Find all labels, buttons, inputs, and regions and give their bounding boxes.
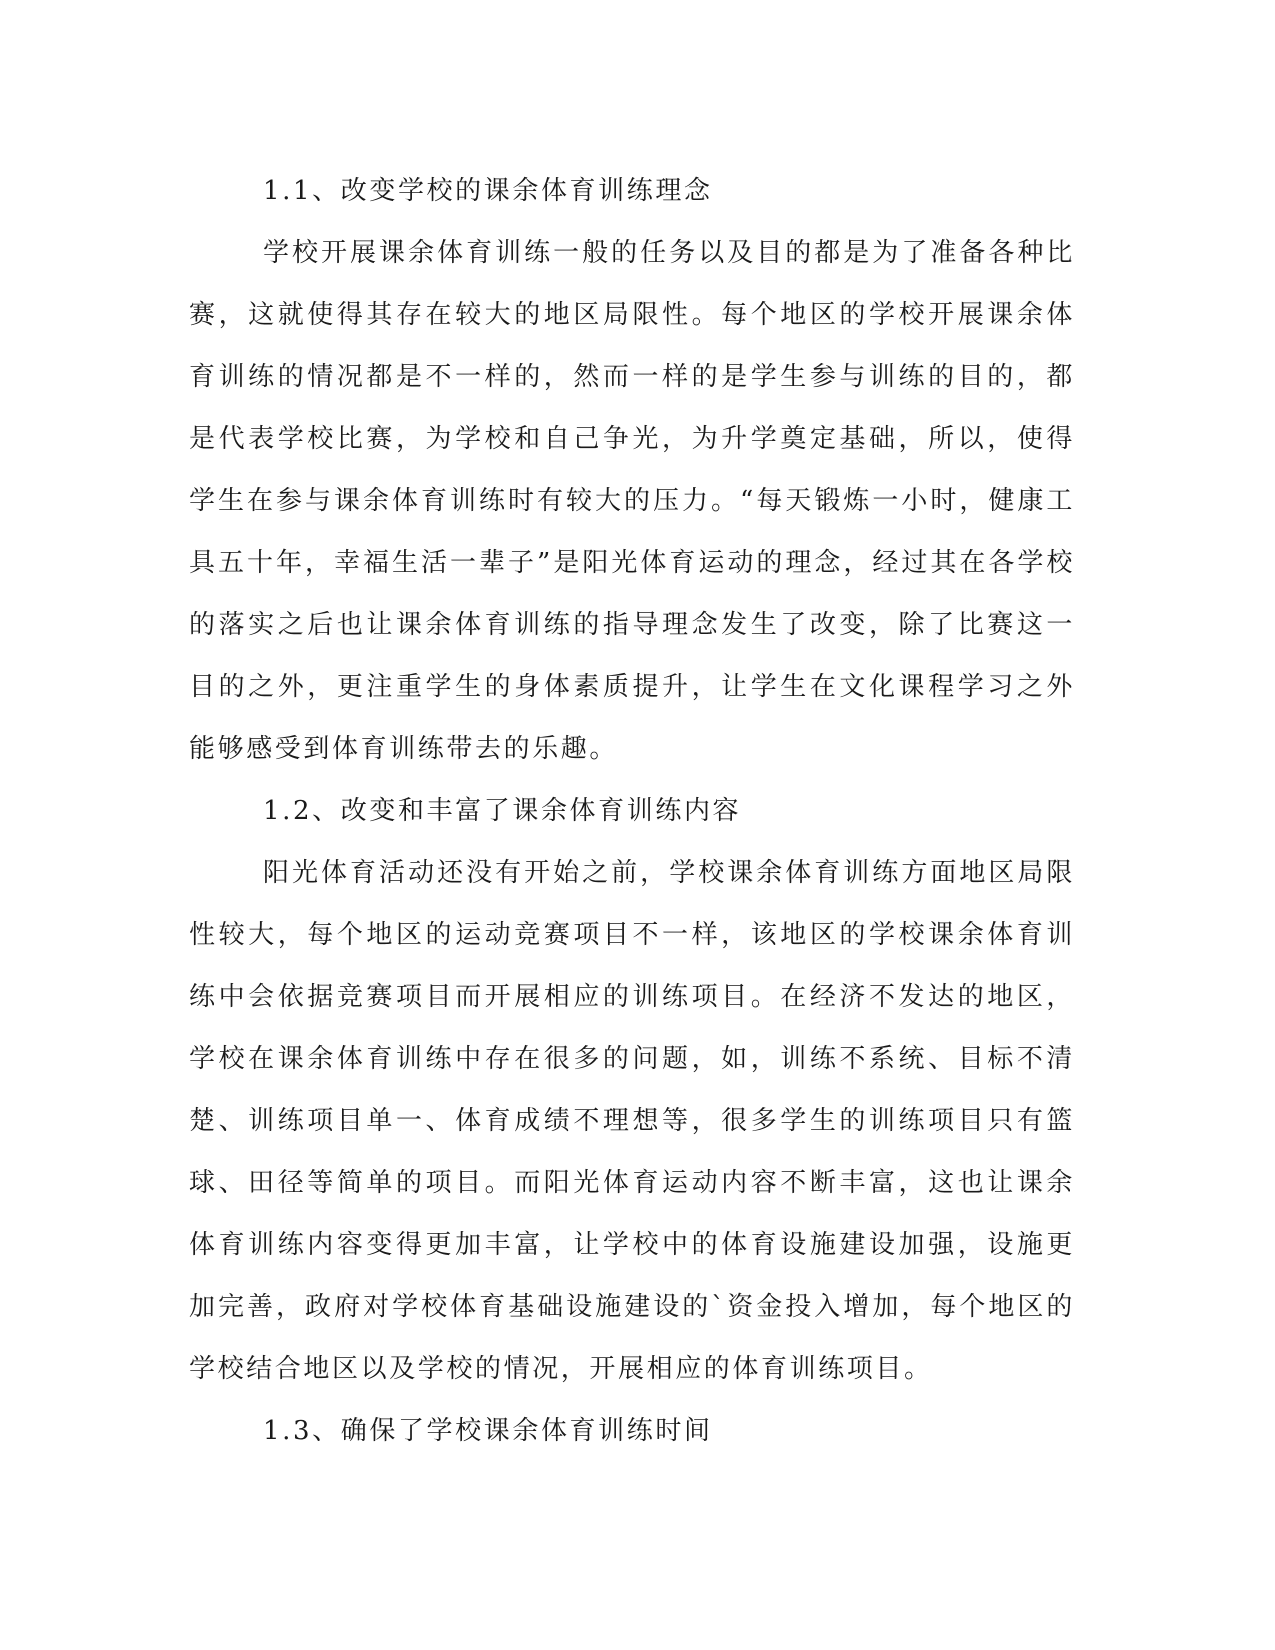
section-heading-1-2: 1.2、改变和丰富了课余体育训练内容 xyxy=(263,796,742,826)
section-paragraph-1-2: 阳光体育活动还没有开始之前，学校课余体育训练方面地区局限性较大，每个地区的运动竞赛项目不一样，该地区的学校课余体育训练中会依据竞赛项目而开展相应的训练项目。在经济不发达的地区，学校在课余体育训练中存在很多的问题，如，训练不系统、目标不清楚、训练项目单一、体育成绩不理想等，很多学生的训练项目只有篮球、田径等简单的项目。而阳光体育运动内容不断丰富，这也让课余体育训练内容变得更加丰富，让学校中的体育设施建设加强，设施更加完善，政府对学校体育基础设施建设的`资金投入增加，每个地区的学校结合地区以及学校的情况，开展相应的体育训练项目。 xyxy=(189,858,1075,1384)
section-heading-1-1: 1.1、改变学校的课余体育训练理念 xyxy=(263,176,713,206)
section-paragraph-1-1: 学校开展课余体育训练一般的任务以及目的都是为了准备各种比赛，这就使得其存在较大的地区局限性。每个地区的学校开展课余体育训练的情况都是不一样的，然而一样的是学生参与训练的目的，都是代表学校比赛，为学校和自己争光，为升学奠定基础，所以，使得学生在参与课余体育训练时有较大的压力。“每天锻炼一小时，健康工具五十年，幸福生活一辈子”是阳光体育运动的理念，经过其在各学校的落实之后也让课余体育训练的指导理念发生了改变，除了比赛这一目的之外，更注重学生的身体素质提升，让学生在文化课程学习之外能够感受到体育训练带去的乐趣。 xyxy=(189,238,1075,764)
section-heading-1-3: 1.3、确保了学校课余体育训练时间 xyxy=(263,1416,713,1446)
document-body xyxy=(189,160,1075,1462)
